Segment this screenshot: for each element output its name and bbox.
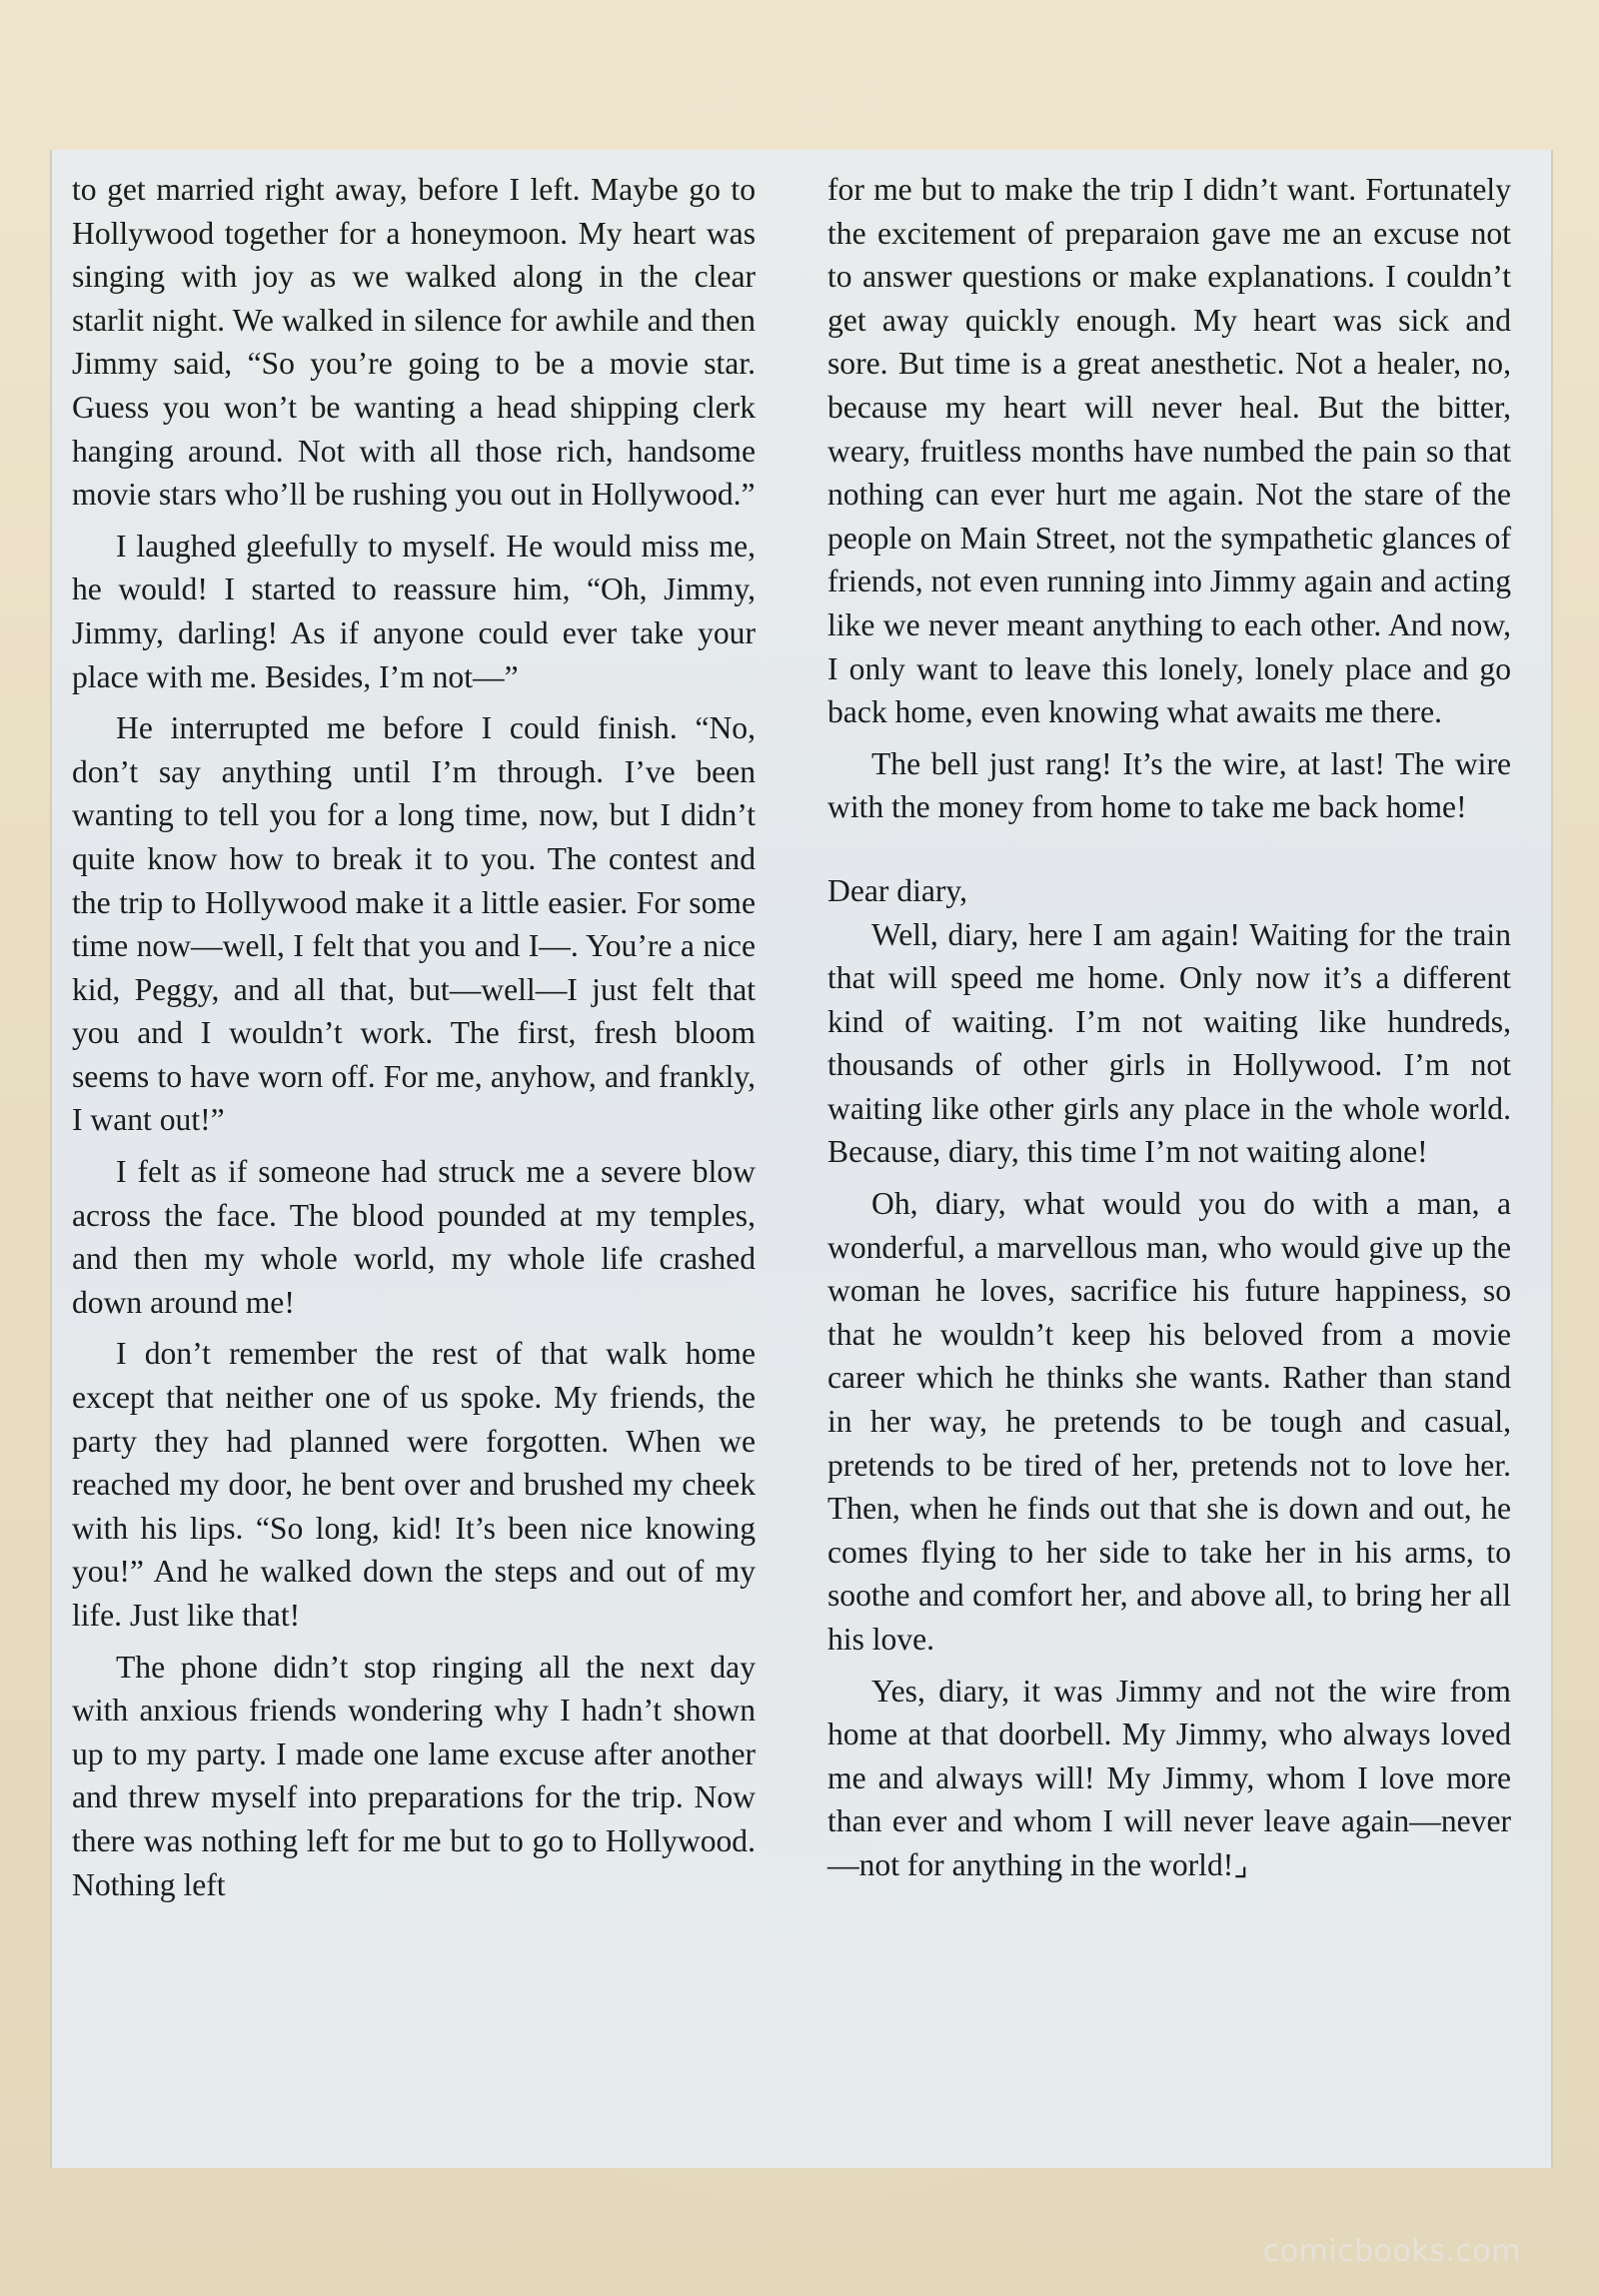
- story-paragraph: Oh, diary, what would you do with a man, a wonderful, a marvellous man, who would give up the woman he loves, sacrifice his future happiness, so that he wouldn’t keep his beloved from a movie career which he thinks she wants. Rather than stand in her way, he pretends to be tough and casual, pretends to be tired of her, pretends not to love her. Then, when he finds out that she is down and out, he comes flying to her side to take her in his arms, to soothe and comfort her, and above all, to bring her all his love.: [827, 1186, 1511, 1657]
- diary-salutation: Dear diary,: [827, 872, 968, 908]
- story-paragraph: I laughed gleefully to myself. He would miss me, he would! I started to reassure him, “Oh, Jimmy, Jimmy, darling! As if anyone could ever take your place with me. Besides, I’m not—”: [72, 528, 756, 694]
- story-paragraph-final: [827, 1670, 1511, 1887]
- story-paragraph: The bell just rang! It’s the wire, at last! The wire with the money from home to take me back home!: [827, 745, 1511, 825]
- site-watermark: comicbooks.com: [1262, 2234, 1521, 2269]
- story-paragraph: for me but to make the trip I didn’t want. Fortunately the excitement of preparaion gave me an excuse not to answer questions or make explanations. I couldn’t get away quickly enough. My heart was sick and sore. But time is a great anesthetic. Not a healer, no, because my heart will never heal. But the bitter, weary, fruitless months have numbed the pain so that nothing can ever hurt me again. Not the stare of the people on Main Street, not the sympathetic glances of friends, not even running into Jimmy again and acting like we never meant anything to each other. And now, I only want to leave this lonely, lonely place and go back home, even knowing what awaits me there.: [827, 172, 1511, 730]
- end-mark: ⌟: [1233, 1846, 1249, 1882]
- story-paragraph: The phone didn’t stop ringing all the next day with anxious friends wondering why I hadn’t shown up to my party. I made one lame excuse after another and threw myself into preparations for the trip. Now there was nothing left for me but to go to Hollywood. Nothing left: [72, 1649, 756, 1902]
- right-column: [827, 168, 1511, 1895]
- story-paragraph: to get married right away, before I left. Maybe go to Hollywood together for a honeymoon. My heart was singing with joy as we walked along in the clear starlit night. We walked in silence for awhile and then Jimmy said, “So you’re going to be a movie star. Guess you won’t be wanting a head shipping clerk hanging around. Not with all those rich, handsome movie stars who’ll be rushing you out in Hollywood.”: [72, 172, 756, 513]
- story-paragraph: Well, diary, here I am again! Waiting for the train that will speed me home. Only now it’s a different kind of waiting. I’m not waiting like hundreds, thousands of other girls in Hollywood. I’m not waiting like other girls any place in the whole world. Because, diary, this time I’m not waiting alone!: [827, 916, 1511, 1170]
- left-column: [72, 168, 756, 1914]
- story-paragraph: I felt as if someone had struck me a severe blow across the face. The blood pounded at my temples, and then my whole world, my whole life crashed down around me!: [72, 1154, 756, 1320]
- story-paragraph: He interrupted me before I could finish. “No, don’t say anything until I’m through. I’ve been wanting to tell you for a long time, now, but I didn’t quite know how to break it to you. The contest and the trip to Hollywood make it a little easier. For some time now—well, I felt that you and I—. You’re a nice kid, Peggy, and all that, but—well—I just felt that you and I wouldn’t work. The first, fresh bloom seems to have worn off. For me, anyhow, and frankly, I want out!”: [72, 710, 756, 1138]
- story-paragraph: I don’t remember the rest of that walk home except that neither one of us spoke. My friends, the party they had planned were forgotten. When we reached my door, he bent over and brushed my cheek with his lips. “So long, kid! It’s been nice knowing you!” And he walked down the steps and out of my life. Just like that!: [72, 1336, 756, 1633]
- final-paragraph-text: Yes, diary, it was Jimmy and not the wire from home at that doorbell. My Jimmy, who always loved me and always will! My Jimmy, whom I love more than ever and whom I will never leave again—never—not for anything in the world!: [827, 1673, 1511, 1882]
